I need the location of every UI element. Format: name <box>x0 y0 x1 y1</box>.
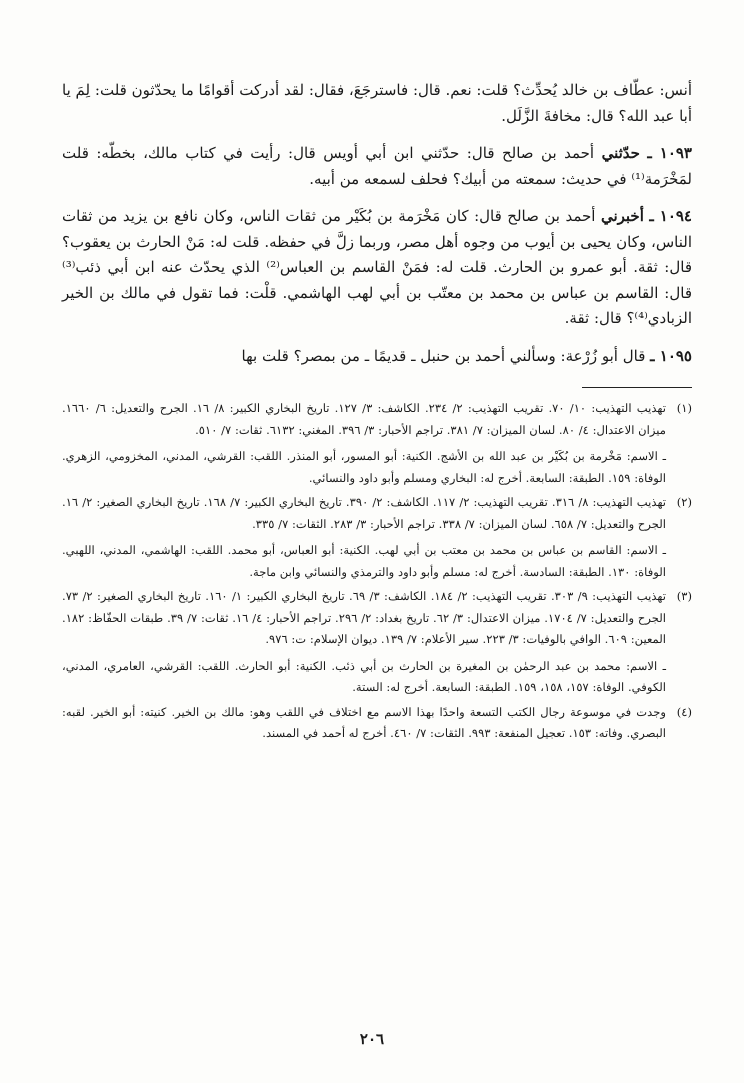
footnote-biography: ـ الاسم: مَخْرمة بن بُكَيْر بن عبد الله بن الأشج. الكنية: أبو المسور، أبو المنذر. اللقب: القرشي، المدني، المخزومي، الزهري. الوفاة: ١٥٩. الطبقة: السابعة. أخرج له: البخاري ومسلم وأبو داود والنسائي. <box>62 449 666 485</box>
narration-1095 <box>62 344 692 370</box>
footnote-mark: (٤) <box>676 704 692 719</box>
footnote-mark: (١) <box>676 401 692 415</box>
narration-text: قال أبو زُرْعة: وسألني أحمد بن حنبل ـ قديمًا ـ من بمصر؟ قلت بها <box>241 346 651 365</box>
footnote-1 <box>62 398 692 489</box>
footnote-2 <box>62 492 692 583</box>
footnote-text: وجدت في موسوعة رجال الكتب التسعة واحدًا بهذا الاسم مع اختلاف في اللقب وهو: مالك بن الخير. كنيته: أبو الخير. لقبه: البصري. وفاته: ١٥٣. تعجيل المنفعة: ٩٩٣. الثقات: ٧/ ٤٦٠. أخرج له أحمد في المسند. <box>62 704 666 740</box>
footnote-text: تهذيب التهذيب: ٨/ ٣١٦. تقريب التهذيب: ٢/ ١١٧. الكاشف: ٢/ ٣٩٠. تاريخ البخاري الكبير: ٧/ ١٦٨. تاريخ البخاري الصغير: ٢/ ١٦. الجرح والتعديل: ٧/ ٦٥٨. لسان الميزان: ٧/ ٣٣٨. تراجم الأحبار: ٣/ ٢٨٣. الثقات: ٧/ ٣٣٥. <box>62 495 667 531</box>
footnote-mark: (٢) <box>676 495 692 509</box>
narration-number: ١٠٩٣ ـ <box>647 144 692 162</box>
footnote-text: تهذيب التهذيب: ١٠/ ٧٠. تقريب التهذيب: ٢/ ٢٣٤. الكاشف: ٣/ ١٢٧. تاريخ البخاري الكبير: ٨/ ١٦. الجرح والتعديل: ٦/ ١٦٦٠. ميزان الاعتدال: ٤/ ٨٠. لسان الميزان: ٧/ ٣٨١. تراجم الأحبار: ٣/ ٣٩٦. المغني: ٦١٣٢. ثقات: ٧/ ٥١٠. <box>62 401 666 437</box>
narration-1093 <box>62 141 692 192</box>
narration-1094 <box>62 204 692 332</box>
narration-keyword: حدّثني <box>601 144 640 162</box>
narration-number: ١٠٩٤ ـ <box>649 207 692 225</box>
footnote-biography: ـ الاسم: محمد بن عبد الرحمٰن بن المغيرة بن الحارث بن أبي ذئب. الكنية: أبو الحارث. اللقب: القرشي، العامري، المدني، الكوفي. الوفاة: ١٥٧، ١٥٨، ١٥٩. الطبقة: السابعة. أخرج له: الستة. <box>62 658 666 694</box>
main-text <box>62 78 692 369</box>
footnote-4 <box>62 702 692 745</box>
narration-text: أحمد بن صالح قال: كان مَخْرَمة بن بُكَيْر من ثقات الناس، وكان نافع بن يزيد من ثقات الناس، وكان يحيى بن أيوب من وجوه أهل مصر، وربما زلَّ في حفظه. قلت له: مَنْ الحارث بن يعقوب؟ قال: ثقة. أبو عمرو بن الحارث. قلت له: فمَنْ القاسم بن العباس⁽²⁾ الذي يحدّث عنه ابن أبي ذئب⁽³⁾ قال: القاسم بن عباس بن محمد بن معتّب بن أبي لهب الهاشمي. قلْت: فما تقول في مالك بن الخير الزبادي⁽⁴⁾؟ قال: ثقة. <box>62 207 693 327</box>
footnotes <box>62 398 692 745</box>
narration-text: أحمد بن صالح قال: حدّثني ابن أبي أويس قال: رأيت في كتاب مالك، بخطّه: قلت لمَخْرَمة⁽¹⁾ في حديث: سمعته من أبيك؟ فحلف لسمعه من أبيه. <box>62 144 692 188</box>
footnote-mark: (٣) <box>676 589 692 603</box>
narration-number: ١٠٩٥ ـ <box>650 346 692 365</box>
page-number: ٢٠٦ <box>359 1030 385 1048</box>
book-page <box>62 78 692 748</box>
footnote-text: تهذيب التهذيب: ٩/ ٣٠٣. تقريب التهذيب: ٢/ ١٨٤. الكاشف: ٣/ ٦٩. تاريخ البخاري الكبير: ١/ ١٦٠. تاريخ البخاري الصغير: ٢/ ٧٣. الجرح والتعديل: ٧/ ١٧٠٤. ميزان الاعتدال: ٣/ ٦٢. تاريخ بغداد: ٢/ ٢٩٦. تراجم الأحبار: ٤/ ١٦. ثقات: ٧/ ٣٩. طبقات الحفّاظ: ١٨٢. المعين: ٦٠٩. الوافي بالوفيات: ٣/ ٢٢٣. سير الأعلام: ٧/ ١٣٩. ديوان الإسلام: ت: ٩٧٦. <box>62 589 667 646</box>
paragraph-text: أنس: عطّاف بن خالد يُحدِّث؟ قلت: نعم. قال: فاسترجَعَ، فقال: لقد أدركت أقوامًا ما يحدّثون قلت: لِمَ يا أبا عبد الله؟ قال: مخافةَ الزَّلَل. <box>62 81 692 125</box>
paragraph-continuation <box>62 78 692 129</box>
footnote-divider <box>582 387 692 388</box>
narration-keyword: أخبرني <box>600 207 644 225</box>
footnote-biography: ـ الاسم: القاسم بن عباس بن محمد بن معتب بن أبي لهب. الكنية: أبو العباس، أبو محمد. اللقب: الهاشمي، المدني، اللهبي. الوفاة: ١٣٠. الطبقة: السادسة. أخرج له: مسلم وأبو داود والترمذي والنسائي وابن ماجة. <box>62 543 666 579</box>
footnote-3 <box>62 586 692 699</box>
